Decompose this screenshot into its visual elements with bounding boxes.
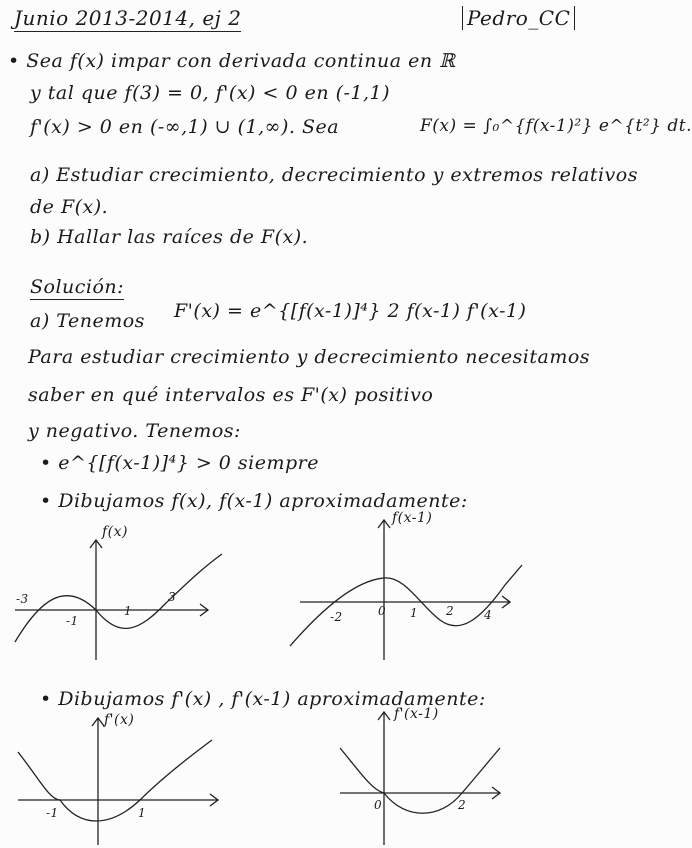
g2-function-label: f(x-1) — [392, 510, 433, 526]
g3-tick-label: 1 — [138, 806, 147, 820]
g2-tick-label: 1 — [410, 606, 419, 620]
bullet-exp-positive: • e^{[f(x-1)]⁴} > 0 siempre — [40, 452, 319, 474]
derivative-formula: F'(x) = e^{[f(x-1)]⁴} 2 f(x-1) f'(x-1) — [174, 300, 527, 322]
graph-f-shift — [290, 520, 522, 660]
paragraph-2: saber en qué intervalos es F'(x) positivo — [28, 384, 434, 406]
g1-tick-label: 3 — [168, 590, 177, 604]
page-title: Junio 2013-2014, ej 2 — [14, 6, 242, 30]
g1-curve — [15, 554, 222, 642]
paragraph-3: y negativo. Tenemos: — [28, 420, 241, 442]
problem-line-3: f'(x) > 0 en (-∞,1) ∪ (1,∞). Sea — [30, 116, 340, 138]
g4-function-label: f'(x-1) — [394, 706, 439, 722]
bullet-draw-fprime: • Dibujamos f'(x) , f'(x-1) aproximadamente: — [40, 688, 486, 710]
g1-tick-label: 1 — [124, 604, 133, 618]
problem-line-1: • Sea f(x) impar con derivada continua en ℝ — [8, 50, 456, 72]
g4-curve — [340, 748, 500, 813]
part-a: a) Estudiar crecimiento, decrecimiento y extremos relativos — [30, 164, 638, 186]
graph-fprime — [18, 718, 218, 845]
g1-function-label: f(x) — [102, 524, 129, 540]
bullet-draw-f: • Dibujamos f(x), f(x-1) aproximadamente: — [40, 490, 468, 512]
g2-tick-label: -2 — [330, 610, 343, 624]
solution-heading: Solución: — [30, 276, 125, 298]
g4-tick-label: 0 — [374, 798, 383, 812]
problem-line-2: y tal que f(3) = 0, f'(x) < 0 en (-1,1) — [30, 82, 391, 104]
g4-tick-label: 2 — [458, 798, 467, 812]
graph-fprime-shift — [340, 712, 500, 845]
g3-function-label: f'(x) — [104, 712, 135, 728]
author-name: Pedro_CC — [462, 6, 575, 30]
part-b: b) Hallar las raíces de F(x). — [30, 226, 309, 248]
g3-tick-label: -1 — [46, 806, 59, 820]
g1-tick-label: -1 — [66, 614, 79, 628]
g2-tick-label: 0 — [378, 604, 387, 618]
g2-curve — [290, 565, 522, 646]
part-a-cont: de F(x). — [30, 196, 109, 218]
graph-f — [15, 540, 222, 660]
g2-tick-label: 2 — [446, 604, 455, 618]
integral-definition: F(x) = ∫₀^{f(x-1)²} e^{t²} dt. — [420, 116, 692, 136]
paragraph-1: Para estudiar crecimiento y decrecimiento necesitamos — [28, 346, 591, 368]
g1-tick-label: -3 — [16, 592, 29, 606]
solution-a: a) Tenemos — [30, 310, 145, 332]
g2-tick-label: 4 — [484, 608, 493, 622]
